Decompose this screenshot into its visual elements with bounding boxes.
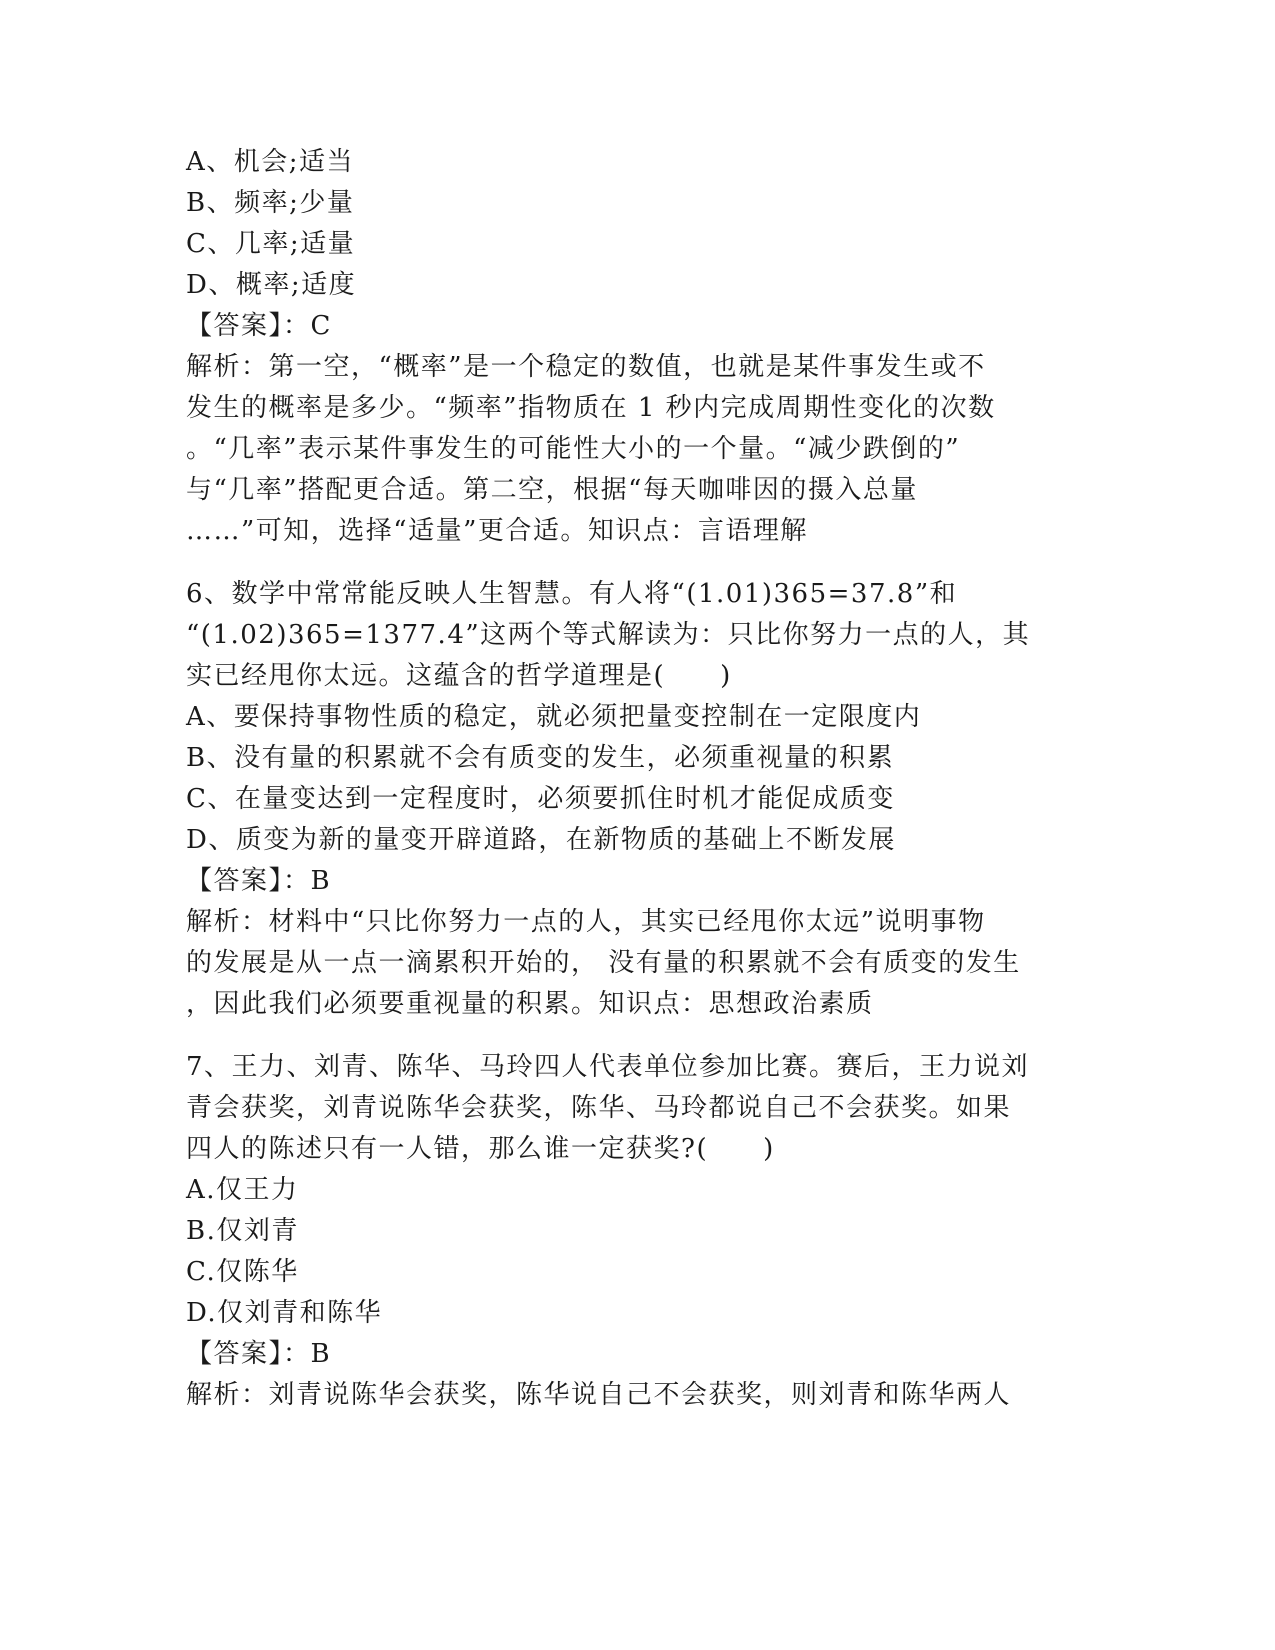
q6-option-c: C、在量变达到一定程度时，必须要抓住时机才能促成质变 xyxy=(186,784,895,814)
q5-option-c: C、几率;适量 xyxy=(186,229,356,259)
q7-analysis-line: 解析：刘青说陈华会获奖，陈华说自己不会获奖，则刘青和陈华两人 xyxy=(186,1380,1012,1410)
q5-answer: 【答案】：C xyxy=(186,311,332,341)
q5-option-b: B、频率;少量 xyxy=(186,188,355,218)
q6-analysis-line: ，因此我们必须要重视量的积累。知识点：思想政治素质 xyxy=(186,989,874,1019)
q7-stem-line: 青会获奖，刘青说陈华会获奖，陈华、马玲都说自己不会获奖。如果 xyxy=(186,1093,1012,1123)
q5-option-a: A、机会;适当 xyxy=(186,147,355,177)
q6-analysis-line: 的发展是从一点一滴累积开始的， 没有量的积累就不会有质变的发生 xyxy=(186,948,1021,978)
q7-option-a: A.仅王力 xyxy=(186,1175,299,1205)
q6-option-d: D、质变为新的量变开辟道路，在新物质的基础上不断发展 xyxy=(186,825,896,855)
q5-analysis-line: 。“几率”表示某件事发生的可能性大小的一个量。“减少跌倒的” xyxy=(186,434,961,464)
q6-answer: 【答案】：B xyxy=(186,866,332,896)
q7-stem-line: 7、王力、刘青、陈华、马玲四人代表单位参加比赛。赛后，王力说刘 xyxy=(186,1052,1030,1082)
q5-analysis-line: 与“几率”搭配更合适。第二空，根据“每天咖啡因的摄入总量 xyxy=(186,475,918,505)
q5-analysis-line: 发生的概率是多少。“频率”指物质在 1 秒内完成周期性变化的次数 xyxy=(186,393,996,423)
q7-option-d: D.仅刘青和陈华 xyxy=(186,1298,383,1328)
q5-option-d: D、概率;适度 xyxy=(186,270,357,300)
q7-option-b: B.仅刘青 xyxy=(186,1216,299,1246)
q6-stem-line: 实已经甩你太远。这蕴含的哲学道理是( ) xyxy=(186,661,732,691)
q5-analysis-line: ……”可知，选择“适量”更合适。知识点：言语理解 xyxy=(186,516,808,546)
q5-analysis-line: 解析：第一空，“概率”是一个稳定的数值，也就是某件事发生或不 xyxy=(186,352,986,382)
q6-analysis-line: 解析：材料中“只比你努力一点的人，其实已经甩你太远”说明事物 xyxy=(186,907,986,937)
q6-stem-line: “(1.02)365=1377.4”这两个等式解读为：只比你努力一点的人，其 xyxy=(186,620,1031,650)
q6-option-b: B、没有量的积累就不会有质变的发生，必须重视量的积累 xyxy=(186,743,895,773)
q6-stem-line: 6、数学中常常能反映人生智慧。有人将“(1.01)365=37.8”和 xyxy=(186,579,958,609)
q7-answer: 【答案】：B xyxy=(186,1339,332,1369)
q7-option-c: C.仅陈华 xyxy=(186,1257,299,1287)
q7-stem-line: 四人的陈述只有一人错，那么谁一定获奖?( ) xyxy=(186,1134,775,1164)
q6-option-a: A、要保持事物性质的稳定，就必须把量变控制在一定限度内 xyxy=(186,702,922,732)
